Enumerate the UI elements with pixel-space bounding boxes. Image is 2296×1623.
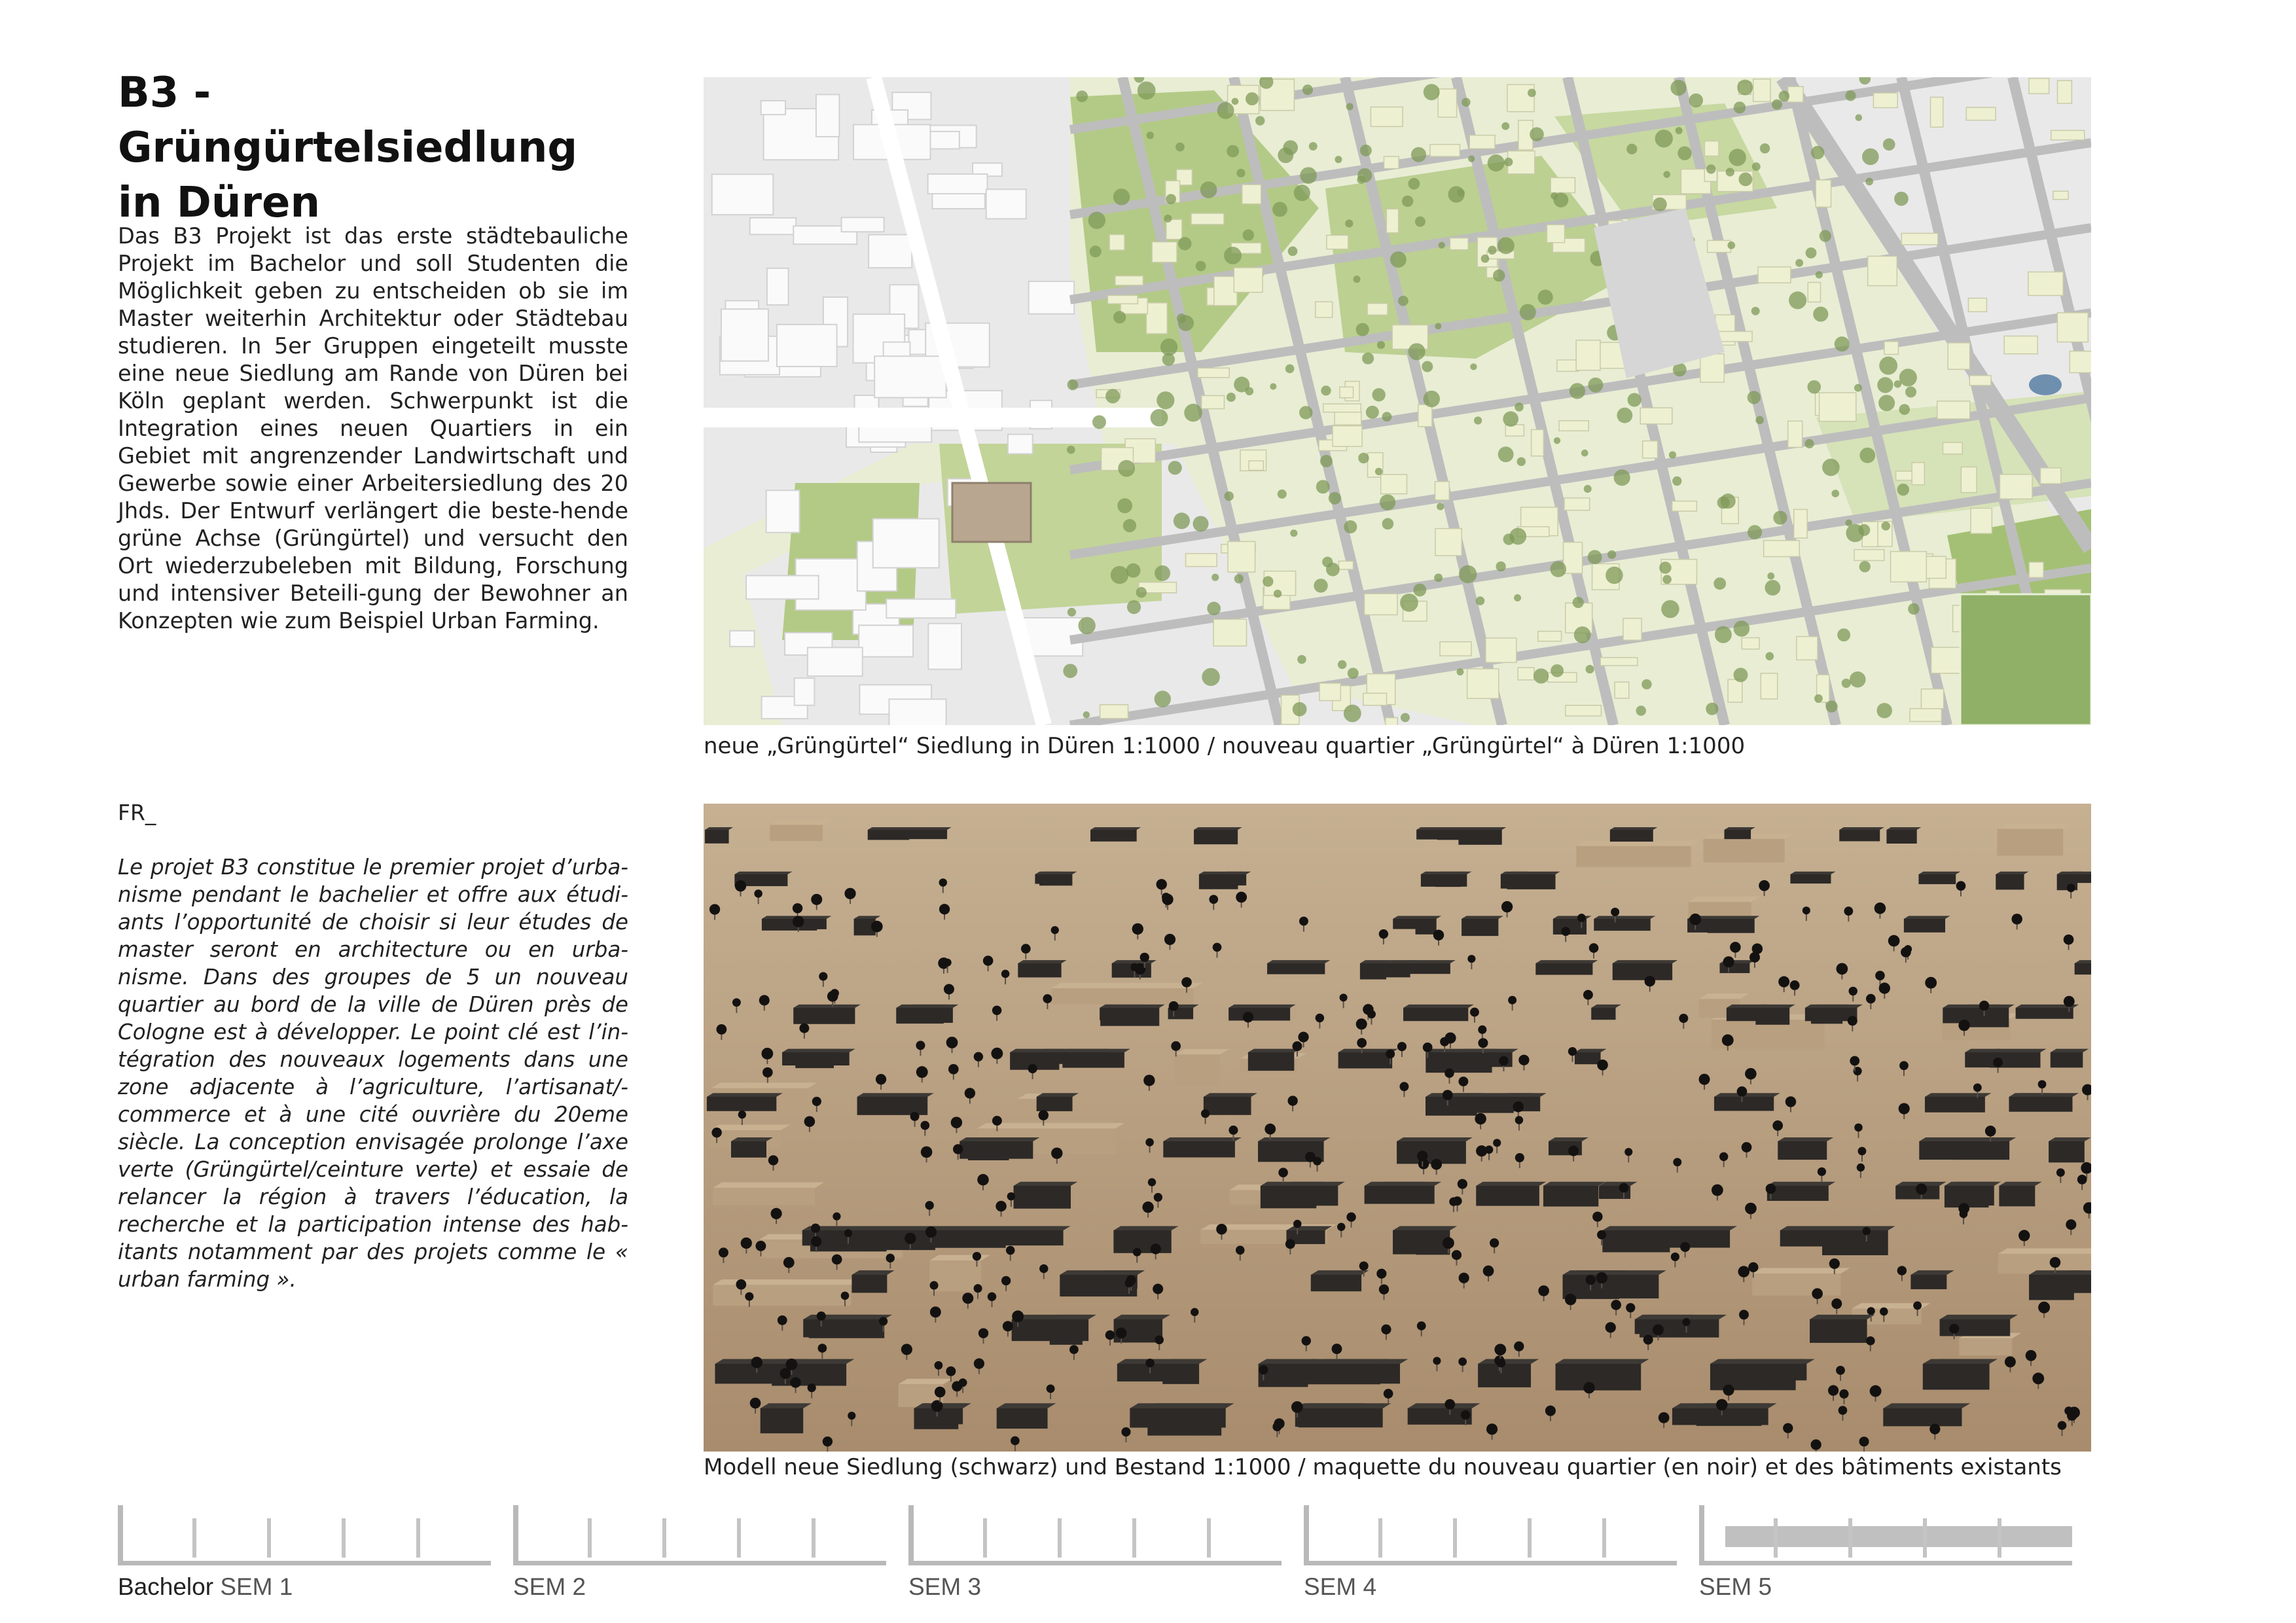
semester-5-label: SEM 5 — [1699, 1573, 1772, 1600]
site-plan-caption: neue „Grüngürtel“ Siedlung in Düren 1:1000 / nouveau quartier „Grüngürtel“ à Düren 1:1000 — [704, 733, 1746, 759]
model-caption: Modell neue Siedlung (schwarz) und Bestand 1:1000 / maquette du nouveau quartier (en noir) et des bâtiments existants — [704, 1454, 2062, 1480]
semester-4-label: SEM 4 — [1304, 1573, 1377, 1600]
semester-5-bar — [1699, 1505, 2072, 1565]
page-title — [118, 65, 641, 230]
model-photo-image — [704, 804, 2091, 1452]
semester-1-bar — [118, 1505, 491, 1565]
french-label: FR_ — [118, 800, 156, 825]
title-line-2: in Düren — [118, 179, 320, 227]
semester-1-label: Bachelor SEM 1 — [118, 1573, 293, 1600]
description-french: Le projet B3 constitue le premier projet d’urba-nisme pendant le bachelier et offre aux étudi-ants l’opportunité de choisir si leur études de master seront en architecture ou en urba-nisme. Dans des groupes de 5 un nouveau quartier au bord de la ville de Düren près de Cologne est à développer. Le point clé est l’in-tégration des nouveaux logements dans une zone adjacente à l’agriculture, l’artisanat/-commerce et à une cité ouvrière du 20eme siècle. La conception envisagée prolonge l’axe verte (Grüngürtel/ceinture verte) et essaie de relancer la région à travers l’éducation, la recherche et la participation intense des hab-itants notamment par des projets comme le « urban farming ». — [118, 855, 628, 1292]
semester-2-bar — [513, 1505, 886, 1565]
site-plan-image — [704, 77, 2091, 725]
semester-3-label: SEM 3 — [908, 1573, 982, 1600]
semester-4-bar — [1304, 1505, 1677, 1565]
site-plan-drawing — [704, 77, 2091, 725]
degree-level-label: Bachelor — [118, 1573, 214, 1600]
semester-timeline — [118, 1505, 2094, 1603]
title-line-1: B3 - Grüngürtelsiedlung — [118, 69, 578, 172]
model-photo-drawing — [704, 804, 2091, 1452]
description-german: Das B3 Projekt ist das erste städtebauliche Projekt im Bachelor und soll Studenten die Möglichkeit geben zu entscheiden ob sie im Master weiterhin Architektur oder Städtebau studieren. In 5er Gruppen eingeteilt musste eine neue Siedlung am Rande von Düren bei Köln geplant werden. Schwerpunkt ist die Integration eines neuen Quartiers in ein Gebiet mit angrenzender Landwirtschaft und Gewerbe sowie einer Arbeitersiedlung des 20 Jhds. Der Entwurf verlängert die beste-hende grüne Achse (Grüngürtel) und versucht den Ort wiederzubeleben mit Bildung, Forschung und intensiver Beteili-gung der Bewohner an Konzepten wie zum Beispiel Urban Farming. — [118, 223, 628, 633]
semester-3-bar — [908, 1505, 1282, 1565]
semester-2-label: SEM 2 — [513, 1573, 586, 1600]
